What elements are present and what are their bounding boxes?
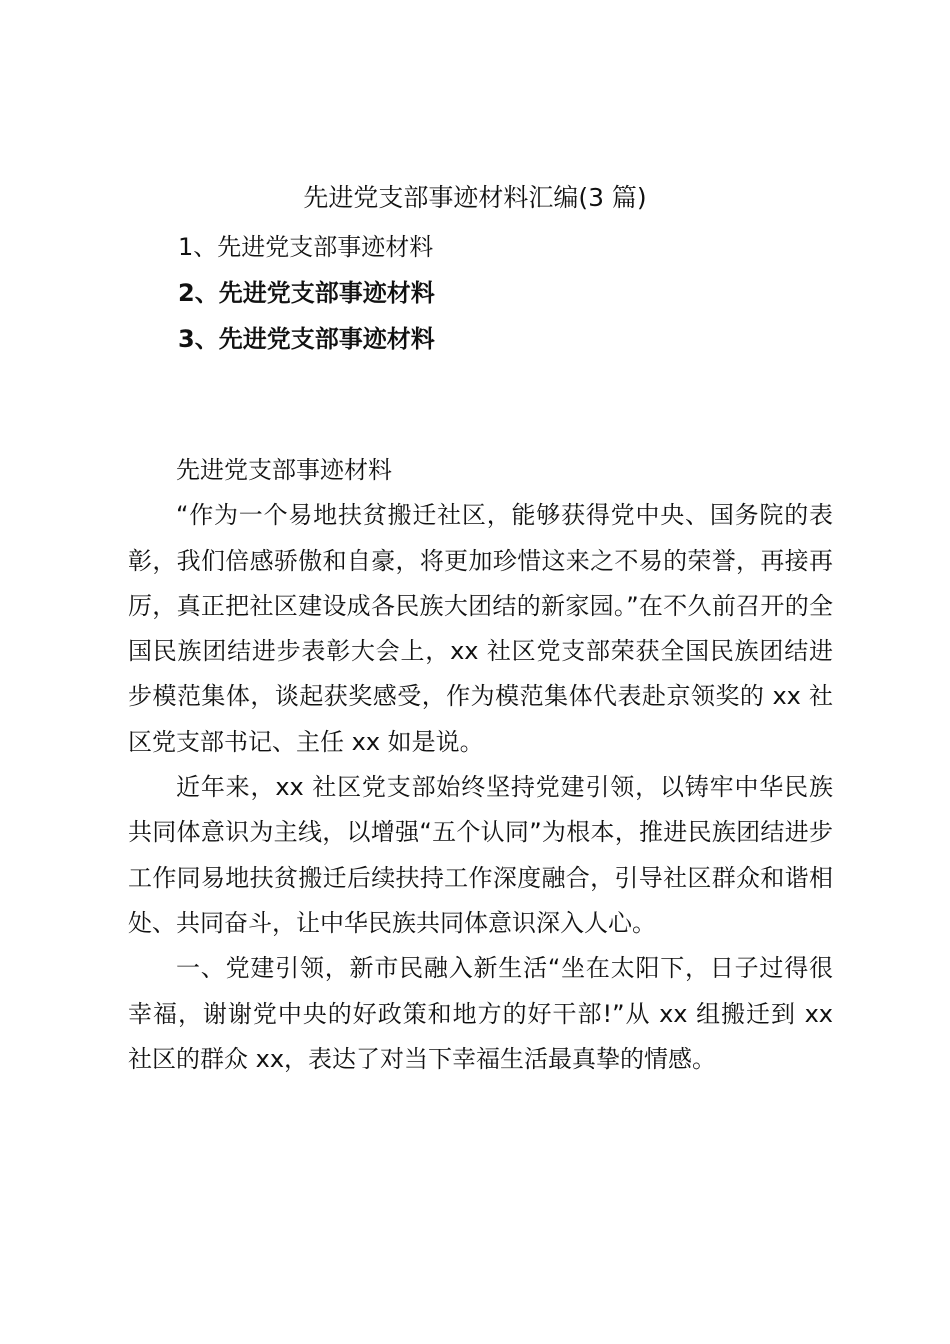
toc-item-3: 3、先进党支部事迹材料	[178, 325, 435, 353]
article-body	[128, 448, 833, 1082]
article-paragraph: “作为一个易地扶贫搬迁社区，能够获得党中央、国务院的表彰，我们倍感骄傲和自豪，将更加珍惜这来之不易的荣誉，再接再厉，真正把社区建设成各民族大团结的新家园。”在不久前召开的全国民族团结进步表彰大会上，xx 社区党支部荣获全国民族团结进步模范集体，谈起获奖感受，作为模范集体代表赴京领奖的 xx 社区党支部书记、主任 xx 如是说。	[128, 501, 833, 756]
article-paragraph: 一、党建引领，新市民融入新生活“坐在太阳下，日子过得很幸福，谢谢党中央的好政策和地方的好干部!”从 xx 组搬迁到 xx 社区的群众 xx，表达了对当下幸福生活最真挚的情感。	[128, 954, 833, 1073]
table-of-contents	[178, 224, 878, 362]
article-heading: 先进党支部事迹材料	[176, 456, 392, 484]
article-paragraph: 近年来，xx 社区党支部始终坚持党建引领，以铸牢中华民族共同体意识为主线，以增强“五个认同”为根本，推进民族团结进步工作同易地扶贫搬迁后续扶持工作深度融合，引导社区群众和谐相处、共同奋斗，让中华民族共同体意识深入人心。	[128, 773, 833, 937]
toc-item-1: 1、先进党支部事迹材料	[178, 233, 434, 261]
toc-item-2: 2、先进党支部事迹材料	[178, 279, 435, 307]
document-title: 先进党支部事迹材料汇编(3 篇)	[303, 183, 647, 212]
